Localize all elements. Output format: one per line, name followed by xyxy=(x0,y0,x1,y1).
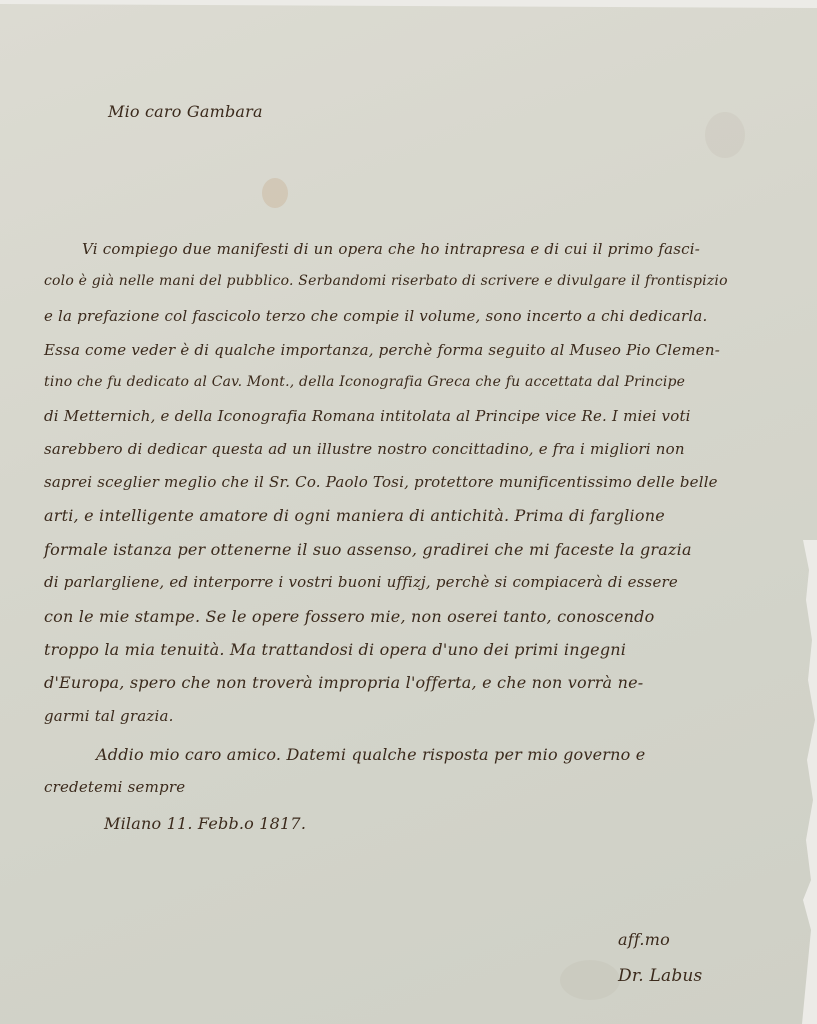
letter-dateline: Milano 11. Febb.o 1817. xyxy=(104,814,307,833)
letter-line-text: Essa come veder è di qualche importanza, perchè forma seguito al Museo Pio Clemen- xyxy=(44,341,720,359)
letter-line: formale istanza per ottenerne il suo assenso, gradirei che mi faceste la grazia xyxy=(44,540,692,559)
letter-line: con le mie stampe. Se le opere fossero mie, non oserei tanto, conoscendo xyxy=(44,607,655,626)
paper-stain xyxy=(262,178,288,208)
letter-line: di Metternich, e della Iconografia Romana intitolata al Principe vice Re. I miei voti xyxy=(44,407,691,425)
letter-line: colo è già nelle mani del pubblico. Serbandomi riserbato di scrivere e divulgare il frontispizio xyxy=(44,273,728,289)
paper-stain xyxy=(560,960,620,1000)
letter-line xyxy=(44,341,720,359)
letter-line: tino che fu dedicato al Cav. Mont., della Iconografia Greca che fu accettata dal Principe xyxy=(44,374,686,390)
letter-line: di parlargliene, ed interporre i vostri buoni uffizj, perchè si compiacerà di essere xyxy=(44,573,678,591)
letter-line: garmi tal grazia. xyxy=(44,707,174,725)
letter-signature: Dr. Labus xyxy=(618,966,703,986)
paper-stain xyxy=(705,112,745,158)
letter-closing: aff.mo xyxy=(618,930,670,949)
letter-line: saprei sceglier meglio che il Sr. Co. Paolo Tosi, protettore munificentissimo delle belle xyxy=(44,473,718,491)
letter-line: e la prefazione col fascicolo terzo che compie il volume, sono incerto a chi dedicarla. xyxy=(44,307,708,325)
letter-line: sarebbero di dedicar questa ad un illustre nostro concittadino, e fra i migliori non xyxy=(44,440,685,458)
letter-line: troppo la mia tenuità. Ma trattandosi di opera d'uno dei primi ingegni xyxy=(44,640,627,659)
letter-line: arti, e intelligente amatore di ogni maniera di antichità. Prima di farglione xyxy=(44,506,665,525)
letter-salutation: Mio caro Gambara xyxy=(108,102,263,121)
letter-line: credetemi sempre xyxy=(44,778,186,796)
letter-line: Vi compiego due manifesti di un opera che ho intrapresa e di cui il primo fasci- xyxy=(82,240,701,258)
letter-line: d'Europa, spero che non troverà impropria l'offerta, e che non vorrà ne- xyxy=(44,673,644,692)
letter-line: Addio mio caro amico. Datemi qualche risposta per mio governo e xyxy=(96,745,646,764)
